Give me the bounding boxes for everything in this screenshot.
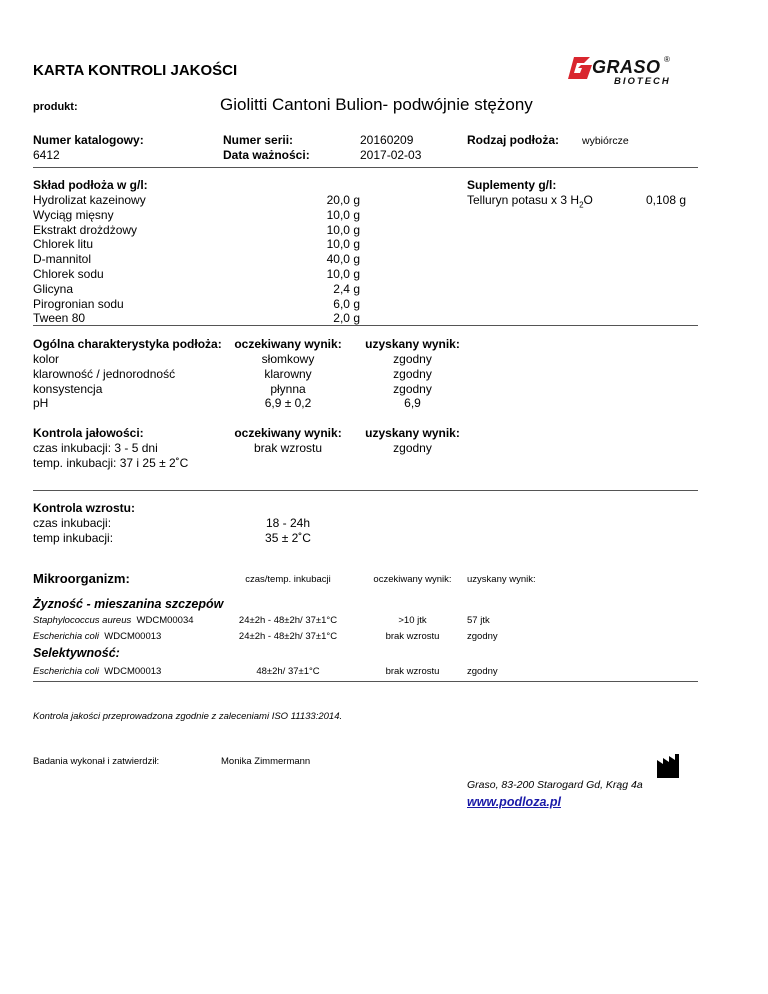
table-row-time: 24±2h - 48±2h/ 37±1°C — [238, 615, 338, 626]
divider — [33, 167, 698, 168]
table-row-obtained: zgodny — [467, 666, 498, 677]
sterility-expected-header: oczekiwany wynik: — [234, 426, 342, 440]
expected-value: płynna — [270, 381, 306, 396]
growth-label: Kontrola wzrostu: — [33, 501, 135, 515]
expiry-label: Data ważności: — [223, 148, 310, 162]
ingredient-amount: 10,0 g — [326, 207, 360, 222]
sterility-expected: brak wzrostu — [253, 441, 323, 455]
ingredient-amount: 2,4 g — [333, 281, 360, 296]
param-name: kolor — [33, 352, 60, 366]
catalog-number-value: 6412 — [33, 148, 60, 162]
param-name: klarowność / jednorodność — [33, 366, 176, 381]
table-row-time: 48±2h/ 37±1°C — [256, 666, 320, 677]
expected-value: klarowny — [264, 366, 312, 381]
ingredient-name: Hydrolizat kazeinowy — [33, 193, 146, 207]
ingredient-amount: 10,0 g — [326, 237, 360, 252]
registered-mark: ® — [664, 55, 670, 64]
page-title: KARTA KONTROLI JAKOŚCI — [33, 62, 238, 79]
col-header-time: czas/temp. inkubacji — [245, 574, 331, 585]
iso-note: Kontrola jakości przeprowadzona zgodnie z zaleceniami ISO 11133:2014. — [33, 711, 343, 722]
ingredient-amount: 10,0 g — [326, 266, 360, 281]
composition-names — [33, 193, 146, 326]
serial-label: Numer serii: — [223, 133, 294, 147]
selectivity-section-title: Selektywność: — [33, 646, 120, 660]
supplement-amount: 0,108 g — [646, 193, 687, 207]
growth-time-label: czas inkubacji: — [33, 516, 112, 530]
characteristics-expected — [218, 352, 358, 411]
medium-type-value: wybiórcze — [582, 135, 629, 147]
product-label: produkt: — [33, 101, 78, 113]
supplement-name: Telluryn potasu x 3 $H_2O$ — [467, 193, 593, 210]
characteristics-label: Ogólna charakterystyka podłoża: — [33, 337, 222, 351]
table-row-time: 24±2h - 48±2h/ 37±1°C — [238, 631, 338, 642]
logo-text: GRASO — [592, 57, 661, 77]
obtained-value: 6,9 — [404, 396, 421, 411]
param-name: pH — [33, 396, 49, 411]
table-row-species: Staphylococcus aureus WDCM00034 — [33, 615, 194, 626]
ingredient-name: Chlorek litu — [33, 237, 94, 252]
ingredient-name: Pirogronian sodu — [33, 296, 124, 311]
growth-time-value: 18 - 24h — [265, 516, 311, 530]
col-header-obtained: uzyskany wynik: — [467, 574, 536, 585]
company-address: Graso, 83-200 Starogard Gd, Krąg 4a — [467, 779, 643, 791]
sterility-label: Kontrola jałowości: — [33, 426, 144, 440]
growth-temp-label: temp inkubacji: — [33, 531, 114, 545]
ingredient-name: Wyciąg mięsny — [33, 207, 114, 222]
ingredient-amount: 20,0 g — [326, 193, 360, 207]
param-name: konsystencja — [33, 381, 103, 396]
ingredient-name: Glicyna — [33, 281, 74, 296]
divider — [33, 681, 698, 682]
sterility-time: czas inkubacji: 3 - 5 dni — [33, 441, 158, 455]
medium-type-label: Rodzaj podłoża: — [467, 133, 559, 147]
obtained-value: zgodny — [393, 352, 432, 366]
sterility-obtained: zgodny — [393, 441, 432, 455]
expiry-value: 2017-02-03 — [360, 148, 422, 162]
sterility-obtained-header: uzyskany wynik: — [365, 426, 460, 440]
table-row-expected: brak wzrostu — [385, 631, 440, 642]
performed-label: Badania wykonał i zatwierdził: — [33, 756, 160, 767]
ingredient-amount: 40,0 g — [326, 252, 360, 267]
logo-subtext: BIOTECH — [614, 76, 671, 87]
divider — [33, 490, 698, 491]
ingredient-amount: 10,0 g — [326, 222, 360, 237]
growth-section-title: Żyzność - mieszanina szczepów — [33, 597, 224, 611]
composition-amounts — [290, 193, 360, 326]
table-row-obtained: zgodny — [467, 631, 498, 642]
characteristics-params — [33, 352, 175, 411]
website-link[interactable]: www.podloza.pl — [467, 795, 561, 809]
table-row-species: Escherichia coli WDCM00013 — [33, 631, 162, 642]
ingredient-name: Tween 80 — [33, 311, 86, 326]
ingredient-name: Chlorek sodu — [33, 266, 104, 281]
characteristics-obtained — [350, 352, 475, 411]
graso-logo — [568, 52, 678, 92]
obtained-header: uzyskany wynik: — [365, 337, 460, 351]
serial-value: 20160209 — [360, 133, 414, 147]
manufacturer-icon — [655, 752, 683, 780]
ingredient-amount: 6,0 g — [333, 296, 360, 311]
expected-value: 6,9 ± 0,2 — [264, 396, 312, 411]
performed-by: Monika Zimmermann — [221, 756, 311, 767]
ingredient-name: Ekstrakt drożdżowy — [33, 222, 138, 237]
micro-label: Mikroorganizm: — [33, 571, 130, 586]
catalog-number-label: Numer katalogowy: — [33, 133, 144, 147]
supplements-label: Suplementy g/l: — [467, 178, 557, 192]
obtained-value: zgodny — [393, 366, 432, 381]
product-name: Giolitti Cantoni Bulion- podwójnie stężony — [220, 95, 533, 114]
table-row-species: Escherichia coli WDCM00013 — [33, 666, 162, 677]
obtained-value: zgodny — [393, 381, 432, 396]
table-row-expected: brak wzrostu — [385, 666, 440, 677]
col-header-expected: oczekiwany wynik: — [373, 574, 452, 585]
table-row-expected: >10 jtk — [398, 615, 427, 626]
sterility-temp: temp. inkubacji: 37 i 25 ± 2˚C — [33, 456, 189, 470]
growth-temp-value: 35 ± 2˚C — [265, 531, 311, 545]
expected-value: słomkowy — [261, 352, 315, 366]
expected-header: oczekiwany wynik: — [234, 337, 342, 351]
table-row-obtained: 57 jtk — [467, 615, 490, 626]
ingredient-amount: 2,0 g — [333, 311, 360, 326]
ingredient-name: D-mannitol — [33, 252, 92, 267]
divider — [33, 325, 698, 326]
composition-label: Skład podłoża w g/l: — [33, 178, 148, 192]
